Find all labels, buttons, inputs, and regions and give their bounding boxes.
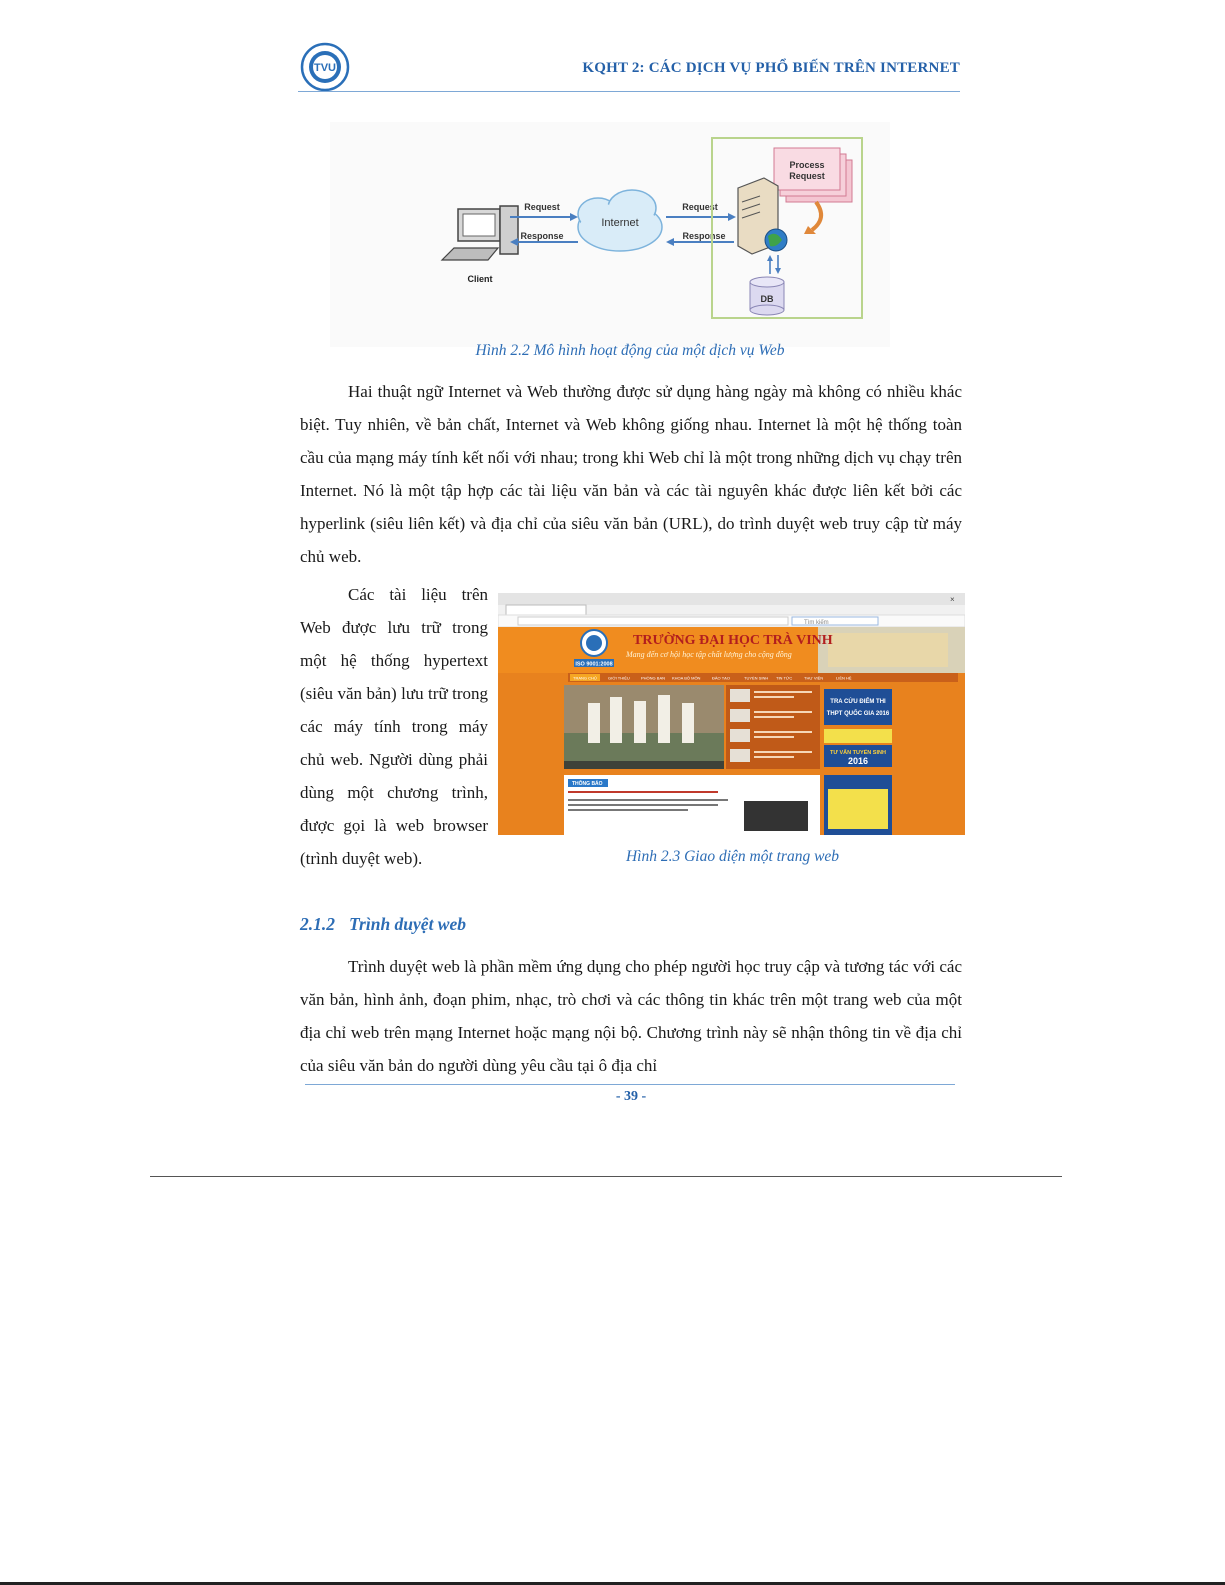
svg-text:TƯ VẤN TUYỂN SINH: TƯ VẤN TUYỂN SINH xyxy=(830,750,886,756)
svg-text:TRA CỨU ĐIỂM THI: TRA CỨU ĐIỂM THI xyxy=(830,699,886,705)
svg-text:TRANG CHỦ: TRANG CHỦ xyxy=(573,675,597,681)
svg-text:TUYỂN SINH: TUYỂN SINH xyxy=(744,675,769,681)
svg-text:Request: Request xyxy=(789,171,825,181)
svg-text:Request: Request xyxy=(682,202,718,212)
paragraph-internet-vs-web: Hai thuật ngữ Internet và Web thường được sử dụng hàng ngày mà không có nhiều khác biệt. Tuy nhiên, về bản chất, Internet và Web không giống nhau. Internet là một hệ thống toàn cầu của mạng máy tính kết nối với nhau; trong khi Web chỉ là một trong những dịch vụ chạy trên Internet. Nó là một tập hợp các tài liệu văn bản và các tài nguyên khác được liên kết bởi các hyperlink (siêu liên kết) và địa chỉ của siêu văn bản (URL), do trình duyệt web truy cập từ máy chủ web. xyxy=(300,382,962,566)
svg-text:TRƯỜNG ĐẠI HỌC TRÀ VINH: TRƯỜNG ĐẠI HỌC TRÀ VINH xyxy=(633,633,833,648)
svg-text:PHÒNG BAN: PHÒNG BAN xyxy=(641,675,666,681)
website-screenshot-figure xyxy=(498,593,965,835)
university-logo xyxy=(300,42,350,92)
paragraph-web-browser: Trình duyệt web là phần mềm ứng dụng cho phép người học truy cập và tương tác với các văn bản, hình ảnh, đoạn phim, nhạc, trò chơi và các thông tin khác trên một trang web của một địa chỉ web trên mạng Internet hoặc mạng nội bộ. Chương trình này sẽ nhận thông tin về địa chỉ của siêu văn bản do người dùng yêu cầu tại ô địa chỉ xyxy=(300,957,962,1075)
svg-text:TIN TỨC: TIN TỨC xyxy=(776,675,793,681)
video-thumbnail xyxy=(744,801,808,831)
figure-caption-2-2: Hình 2.2 Mô hình hoạt động của một dịch vụ Web xyxy=(475,342,785,359)
exam-lookup-banner xyxy=(824,689,892,725)
web-service-model-diagram xyxy=(330,122,890,347)
svg-text:TVU: TVU xyxy=(314,62,336,74)
svg-text:Response: Response xyxy=(682,231,726,241)
svg-text:Internet: Internet xyxy=(601,217,639,229)
header-title: KQHT 2: CÁC DỊCH VỤ PHỔ BIẾN TRÊN INTERNET xyxy=(582,60,960,76)
section-title: Trình duyệt web xyxy=(349,914,466,934)
header-divider xyxy=(298,91,960,92)
svg-text:×: × xyxy=(950,595,955,604)
footer-divider xyxy=(305,1084,955,1085)
svg-text:THPT QUỐC GIA 2016: THPT QUỐC GIA 2016 xyxy=(826,711,890,717)
svg-text:Response: Response xyxy=(520,231,564,241)
svg-text:ĐÀO TẠO: ĐÀO TẠO xyxy=(712,675,730,681)
svg-text:THÔNG BÁO: THÔNG BÁO xyxy=(572,781,603,787)
address-bar xyxy=(518,617,788,625)
svg-text:GIỚI THIỆU: GIỚI THIỆU xyxy=(608,675,630,681)
svg-text:ISO 9001:2008: ISO 9001:2008 xyxy=(575,661,613,668)
browser-tab xyxy=(506,605,586,615)
svg-text:LIÊN HỆ: LIÊN HỆ xyxy=(836,675,852,681)
svg-text:Process: Process xyxy=(789,160,825,170)
figure-caption-2-3: Hình 2.3 Giao diện một trang web xyxy=(625,848,840,865)
svg-text:KHOA BỘ MÔN: KHOA BỘ MÔN xyxy=(672,675,701,681)
svg-text:2016: 2016 xyxy=(847,756,869,766)
section-number: 2.1.2 xyxy=(300,914,335,934)
svg-text:Tìm kiếm: Tìm kiếm xyxy=(804,620,829,626)
svg-text:DB: DB xyxy=(760,294,774,304)
browser-window xyxy=(498,593,965,835)
svg-text:Client: Client xyxy=(467,274,493,284)
page-bottom-divider xyxy=(150,1176,1062,1177)
section-heading xyxy=(300,914,466,935)
svg-text:THƯ VIỆN: THƯ VIỆN xyxy=(804,675,824,681)
svg-text:Mang đến cơ hội học tập chất l: Mang đến cơ hội học tập chất lượng cho cộng đồng xyxy=(626,650,792,659)
paragraph-hypertext: Các tài liệu trên Web được lưu trữ trong một hệ thống hypertext (siêu văn bản) lưu trữ trong các máy tính trong máy chủ web. Người dùng phải dùng một chương trình, được gọi là web browser (trình duyệt web). xyxy=(300,585,488,868)
page-number: - 39 - xyxy=(615,1089,647,1104)
svg-text:Request: Request xyxy=(524,202,560,212)
